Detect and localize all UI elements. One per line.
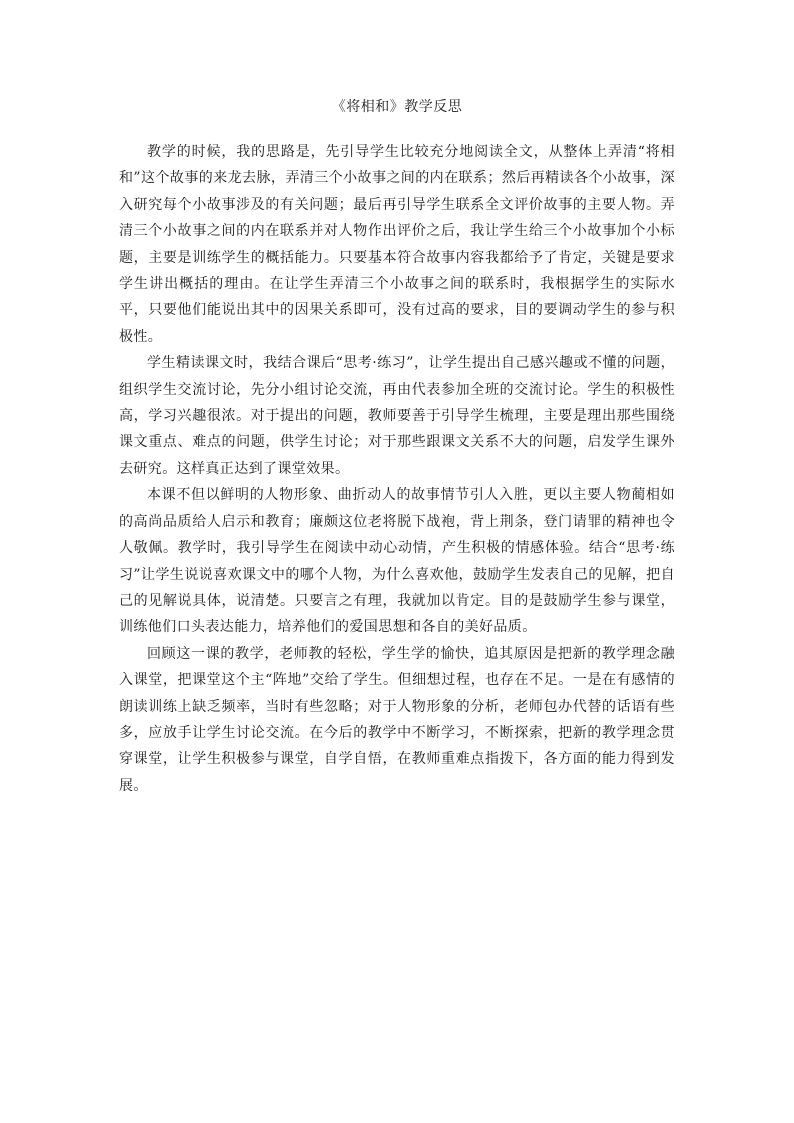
document-body <box>119 139 675 799</box>
paragraph-2: 学生精读课文时，我结合课后“思考·练习”，让学生提出自己感兴趣或不懂的问题，组织学生交流讨论，先分小组讨论交流，再由代表参加全班的交流讨论。学生的积极性高，学习兴趣很浓。对于提出的问题，教师要善于引导学生梳理，主要是理出那些围绕课文重点、难点的问题，供学生讨论；对于那些跟课文关系不大的问题，启发学生课外去研究。这样真正达到了课堂效果。 <box>119 355 675 477</box>
paragraph-1: 教学的时候，我的思路是，先引导学生比较充分地阅读全文，从整体上弄清“将相和”这个故事的来龙去脉，弄清三个小故事之间的内在联系；然后再精读各个小故事，深入研究每个小故事涉及的有关问题；最后再引导学生联系全文评价故事的主要人物。弄清三个小故事之间的内在联系并对人物作出评价之后，我让学生给三个小故事加个小标题，主要是训练学生的概括能力。只要基本符合故事内容我都给予了肯定，关键是要求学生讲出概括的理由。在让学生弄清三个小故事之间的联系时，我根据学生的实际水平，只要他们能说出其中的因果关系即可，没有过高的要求，目的要调动学生的参与积极性。 <box>119 144 675 345</box>
document-title: 《将相和》教学反思 <box>331 99 463 115</box>
paragraph-4: 回顾这一课的教学，老师教的轻松，学生学的愉快，追其原因是把新的教学理念融入课堂，把课堂这个主“阵地”交给了学生。但细想过程，也存在不足。一是在有感情的朗读训练上缺乏频率，当时有些忽略；对于人物形象的分析，老师包办代替的话语有些多，应放手让学生讨论交流。在今后的教学中不断学习，不断探索，把新的教学理念贯穿课堂，让学生积极参与课堂，自学自悟，在教师重难点指拨下，各方面的能力得到发展。 <box>119 645 675 794</box>
paragraph-3: 本课不但以鲜明的人物形象、曲折动人的故事情节引人入胜，更以主要人物蔺相如的高尚品质给人启示和教育；廉颇这位老将脱下战袍，背上荆条，登门请罪的精神也令人敬佩。教学时，我引导学生在阅读中动心动情，产生积极的情感体验。结合“思考·练习”让学生说说喜欢课文中的哪个人物，为什么喜欢他，鼓励学生发表自己的见解，把自己的见解说具体，说清楚。只要言之有理，我就加以肯定。目的是鼓励学生参与课堂，训练他们口头表达能力，培养他们的爱国思想和各自的美好品质。 <box>119 487 675 636</box>
